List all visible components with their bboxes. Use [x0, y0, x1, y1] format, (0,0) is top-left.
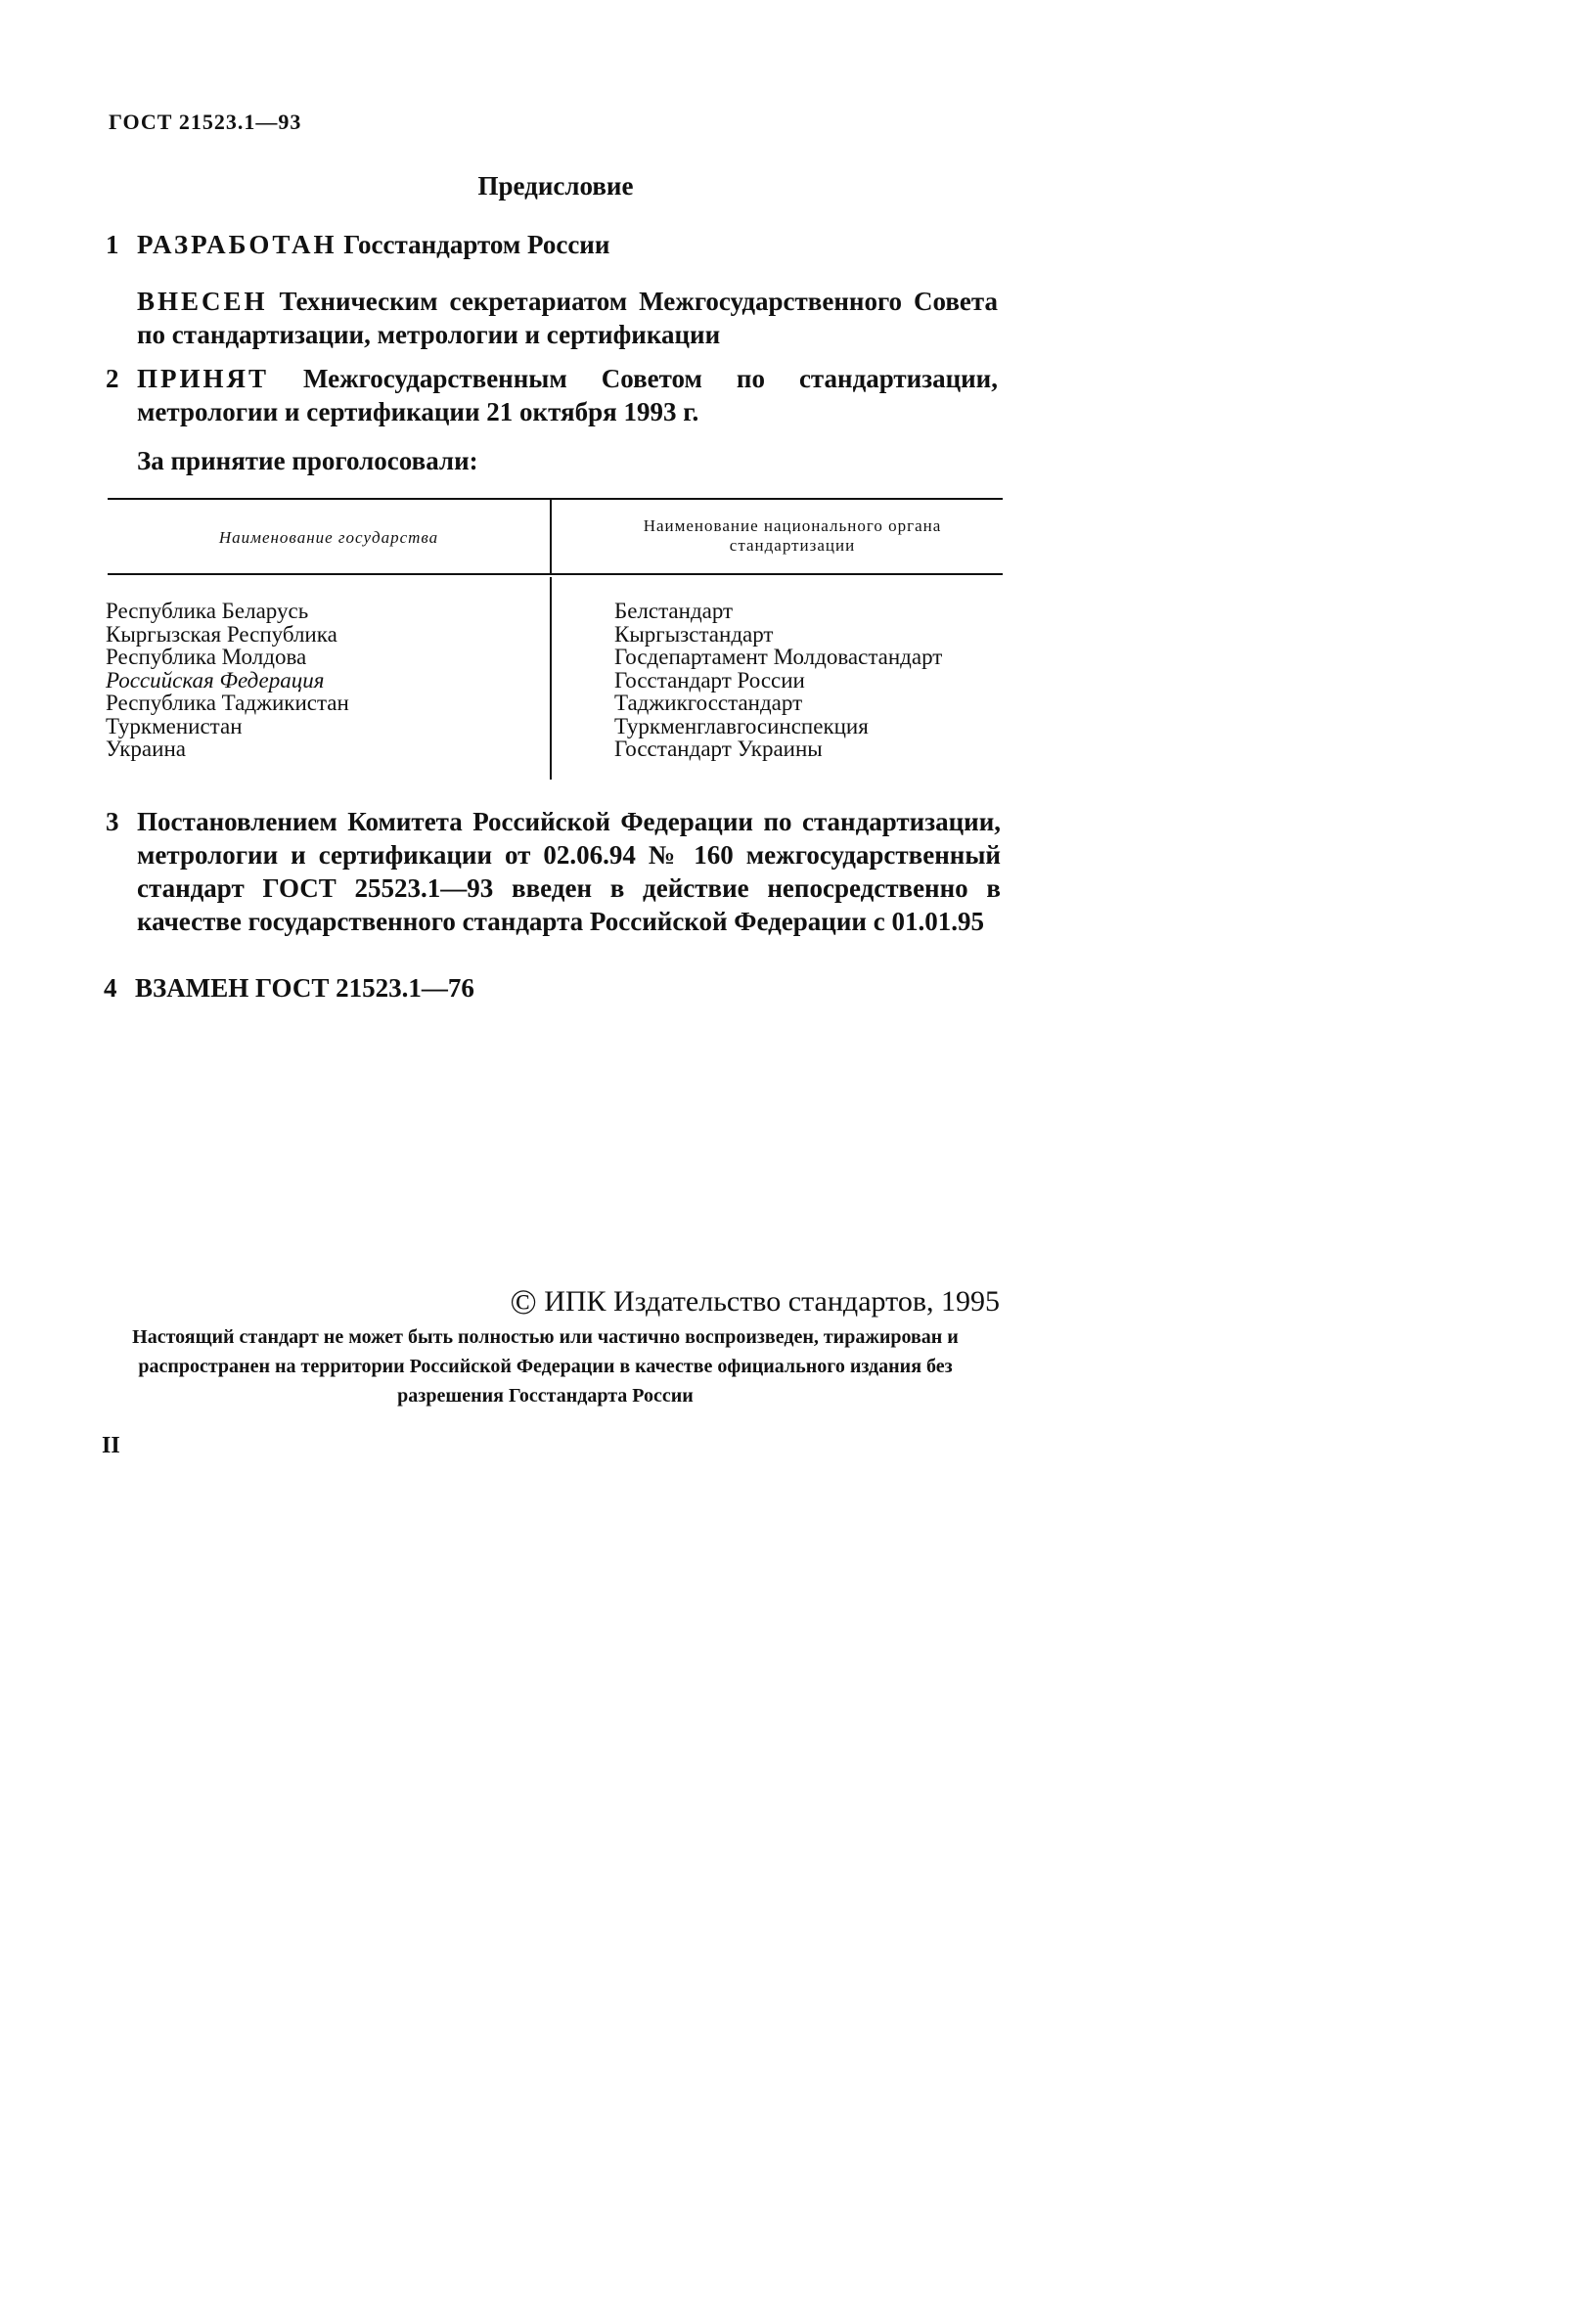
table-header-agency: Наименование национального органа стандартизации	[643, 516, 942, 555]
table-column-states	[106, 600, 349, 761]
item-keyword: ВНЕСЕН	[137, 287, 268, 316]
item-2	[106, 362, 998, 428]
item-number: 3	[106, 807, 119, 836]
item-1	[106, 228, 609, 261]
table-cell: Белстандарт	[614, 599, 734, 623]
page-title: Предисловие	[477, 171, 634, 201]
document-code: ГОСТ 21523.1—93	[109, 110, 302, 134]
table-cell: Кыргызстандарт	[614, 621, 774, 647]
table-cell: Госстандарт Украины	[614, 737, 823, 761]
item-number: 1	[106, 230, 119, 259]
item-text: ВЗАМЕН ГОСТ 21523.1—76	[135, 973, 474, 1003]
table-cell: Республика Таджикистан	[106, 691, 349, 715]
item-text: Межгосударственным Советом по стандартизации, метрологии и сертификации 21 октября 1993 г.	[137, 364, 998, 426]
item-text: Госстандартом России	[337, 230, 610, 259]
item-vnesen	[137, 285, 998, 351]
table-cell: Госстандарт России	[614, 667, 805, 693]
table-cell: Туркменистан	[106, 713, 243, 738]
voting-intro: За принятие проголосовали:	[137, 446, 478, 475]
table-cell: Кыргызская Республика	[106, 621, 337, 647]
item-keyword: ПРИНЯТ	[137, 364, 270, 393]
table-column-agencies	[614, 600, 942, 761]
item-number: 2	[106, 364, 119, 393]
table-cell: Госдепартамент Молдовастандарт	[614, 645, 943, 669]
table-header-rule	[108, 573, 1003, 575]
table-top-rule	[108, 498, 1003, 500]
item-4	[104, 971, 474, 1005]
reproduction-notice: Настоящий стандарт не может быть полностью или частично воспроизведен, тиражирован и распространен на территории Российской Федерации в качестве официального издания без разрешения Госстандарта России	[132, 1326, 959, 1407]
copyright-line	[510, 1281, 1000, 1322]
table-cell: Республика Молдова	[106, 645, 307, 669]
table-cell: Украина	[106, 737, 186, 761]
copyright-icon: ©	[510, 1282, 537, 1321]
copyright-text: ИПК Издательство стандартов, 1995	[544, 1285, 1000, 1318]
table-cell: Таджикгосстандарт	[614, 691, 803, 715]
item-text: Техническим секретариатом Межгосударственного Совета по стандартизации, метрологии и сертификации	[137, 287, 998, 349]
item-number: 4	[104, 973, 117, 1003]
page-number: II	[102, 1433, 120, 1458]
table-cell: Российская Федерация	[106, 667, 325, 693]
table-header-state: Наименование государства	[218, 528, 439, 547]
table-cell: Туркменглавгосинспекция	[614, 713, 869, 738]
table-body-divider	[550, 577, 552, 780]
table-cell: Республика Беларусь	[106, 599, 309, 623]
item-3	[106, 805, 1001, 938]
item-text: Постановлением Комитета Российской Федерации по стандартизации, метрологии и сертификации от 02.06.94 № 160 межгосударственный стандарт ГОСТ 25523.1—93 введен в действие непосредственно в качестве государственного стандарта Российской Федерации с 01.01.95	[137, 807, 1001, 936]
table-header-divider	[550, 500, 552, 573]
item-keyword: РАЗРАБОТАН	[137, 230, 337, 259]
